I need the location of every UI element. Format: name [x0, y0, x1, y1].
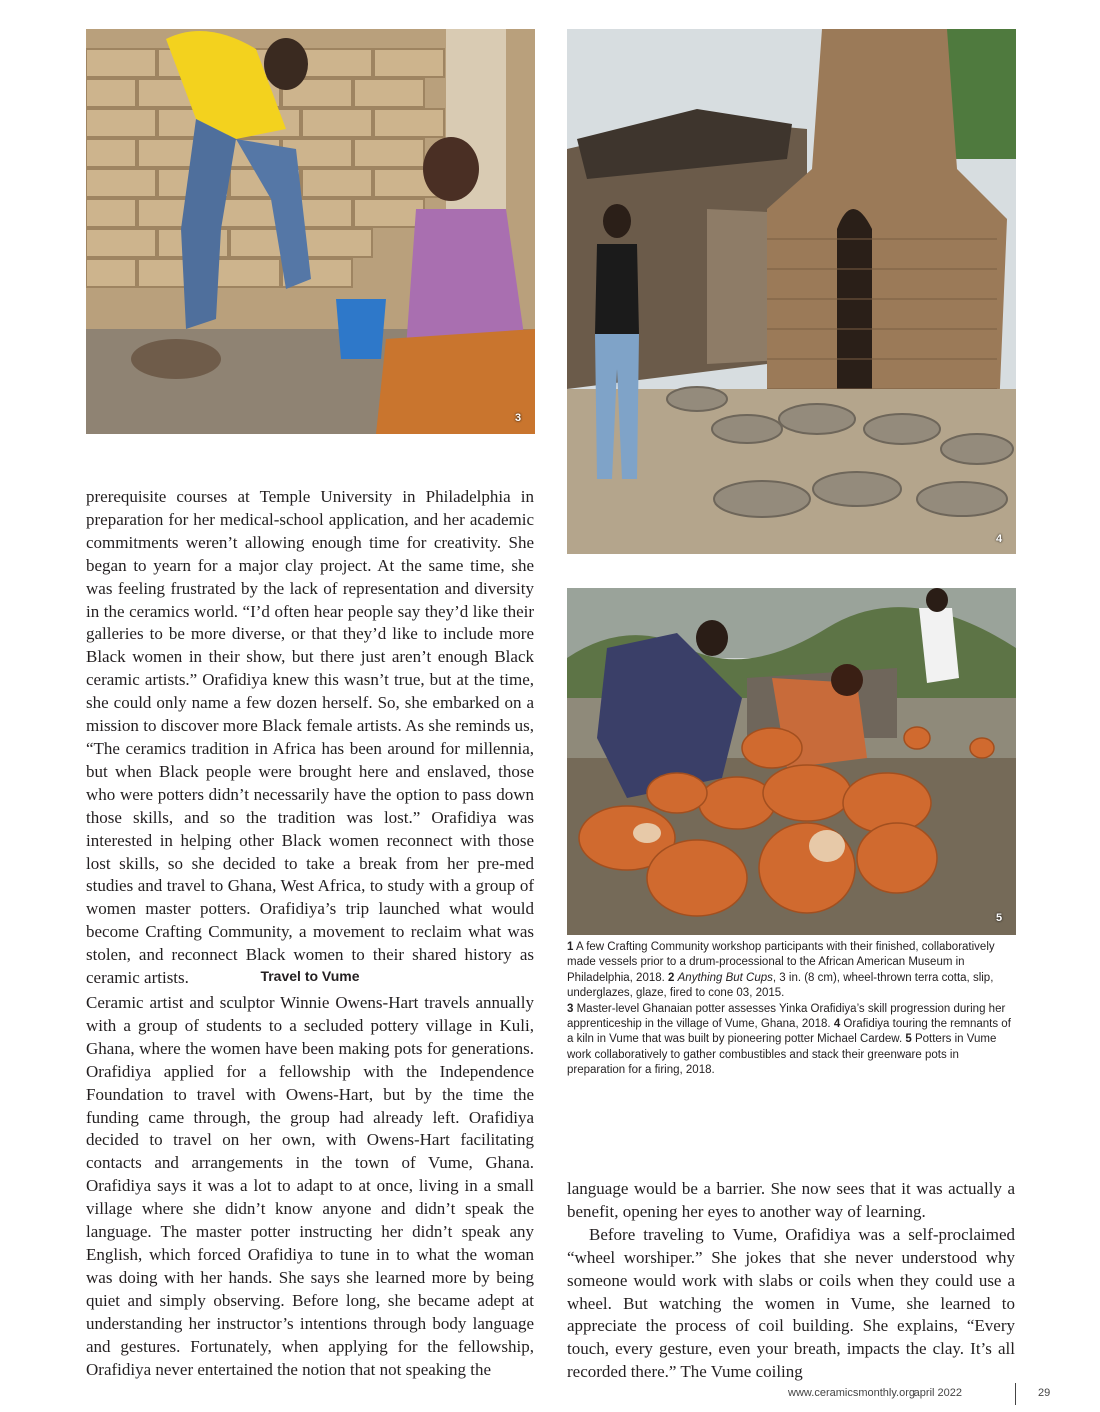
- figure-3-photo: [86, 29, 535, 434]
- caption-text: Potters in Vume work collaboratively to gather combustibles and stack their greenware pots in preparation for a firing, 2018.: [567, 1033, 997, 1077]
- figure-5-photo: [567, 588, 1016, 935]
- caption-text: A few Crafting Community workshop participants with their finished, collaboratively made vessels prior to a drum-processional to the African American Museum in Philadelphia, 2018.: [567, 941, 995, 984]
- body-paragraph: language would be a barrier. She now sees that it was actually a benefit, opening her eyes to another way of learning.: [567, 1179, 1015, 1221]
- footer-divider: [1015, 1383, 1016, 1405]
- caption-text: Orafidiya touring the remnants of a kiln in Vume that was built by pioneering potter Michael Cardew.: [567, 1018, 1011, 1046]
- caption-text: Master-level Ghanaian potter assesses Yinka Orafidiya’s skill progression during her apprenticeship in the village of Vume, Ghana, 2018.: [567, 1002, 1006, 1031]
- caption-number: 1: [567, 941, 574, 953]
- figure-5-number: 5: [996, 912, 1003, 924]
- footer-url[interactable]: www.ceramicsmonthly.org: [788, 1387, 915, 1399]
- body-column-left-bottom: [86, 992, 534, 1381]
- section-subhead: Travel to Vume: [260, 968, 360, 984]
- body-paragraph: Ceramic artist and sculptor Winnie Owens-Hart travels annually with a group of students to a secluded pottery village in Kuli, Ghana, where the women have been making pots for generations. Orafidiya applied for a fellowship with the Independence Foundation to travel with Owens-Hart, but by the time the funding came through, the group had already left. Orafidiya decided to travel on her own, with Owens-Hart facilitating contacts and arrangements in the town of Vume, Ghana. Orafidiya says it was a lot to adapt to at once, living in a small village where she didn’t know anyone and didn’t speak the language. The master potter instructing her didn’t speak any English, which forced Orafidiya to tune in to what the woman was doing with her hands. She says she learned more by being quiet and simply observing. Before long, she became adept at understanding her instructor’s intentions through body language and gestures. Fortunately, when applying for the fellowship, Orafidiya never entertained the notion that not speaking the: [86, 993, 534, 1379]
- body-column-right-bottom: [567, 1178, 1015, 1384]
- caption-artwork-title: Anything But Cups: [677, 971, 773, 984]
- body-column-left-top: [86, 486, 534, 990]
- figure-3-number: 3: [515, 412, 522, 424]
- figure-4-number: 4: [996, 533, 1003, 545]
- page-number: 29: [1038, 1387, 1051, 1399]
- page-footer: [740, 1387, 1051, 1407]
- figure-4-photo: [567, 29, 1016, 554]
- caption-number: 5: [905, 1033, 912, 1046]
- figure-captions: [567, 940, 1019, 1079]
- caption-number: 2: [668, 971, 675, 984]
- caption-text: , 3 in. (8 cm), wheel-thrown terra cotta, slip, underglazes, glaze, fired to cone 03, 2015.: [567, 971, 994, 1000]
- body-paragraph: Before traveling to Vume, Orafidiya was a self-proclaimed “wheel worshiper.” She jokes that she never understood why someone would work with slabs or coils when they could use a wheel. But watching the women in Vume, she learned to appreciate the process of coil building. She explains, “Every touch, every gesture, even your breath, impacts the clay. It’s all recorded there.” The Vume coiling: [567, 1224, 1015, 1382]
- caption-number: 3: [567, 1002, 574, 1015]
- caption-number: 4: [833, 1018, 841, 1031]
- footer-issue-date: april 2022: [913, 1387, 962, 1399]
- body-paragraph: prerequisite courses at Temple University in Philadelphia in preparation for her medical-school application, and her academic commitments weren’t allowing enough time for creativity. She began to yearn for a major clay project. At the same time, she was feeling frustrated by the lack of representation and diversity in the ceramics world. “I’d often hear people say they’d like their galleries to be more diverse, or that they’d like to include more Black women in their show, but there just aren’t enough Black ceramic artists.” Orafidiya knew this wasn’t true, but at the time, she could only name a few dozen herself. So, she embarked on a mission to discover more Black female artists. As she reminds us, “The ceramics tradition in Africa has been around for millennia, but when Black people were brought here and enslaved, those who were potters didn’t necessarily have the option to pass down those skills, and so the tradition was lost.” Orafidiya was interested in helping other Black women reconnect with those lost skills, so she decided to take a break from her pre-med studies and travel to Ghana, West Africa, to study with a group of women master potters. Orafidiya’s trip launched what would become Crafting Community, a movement to reclaim what was stolen, and reconnect Black women to their shared history as ceramic artists.: [86, 487, 534, 988]
